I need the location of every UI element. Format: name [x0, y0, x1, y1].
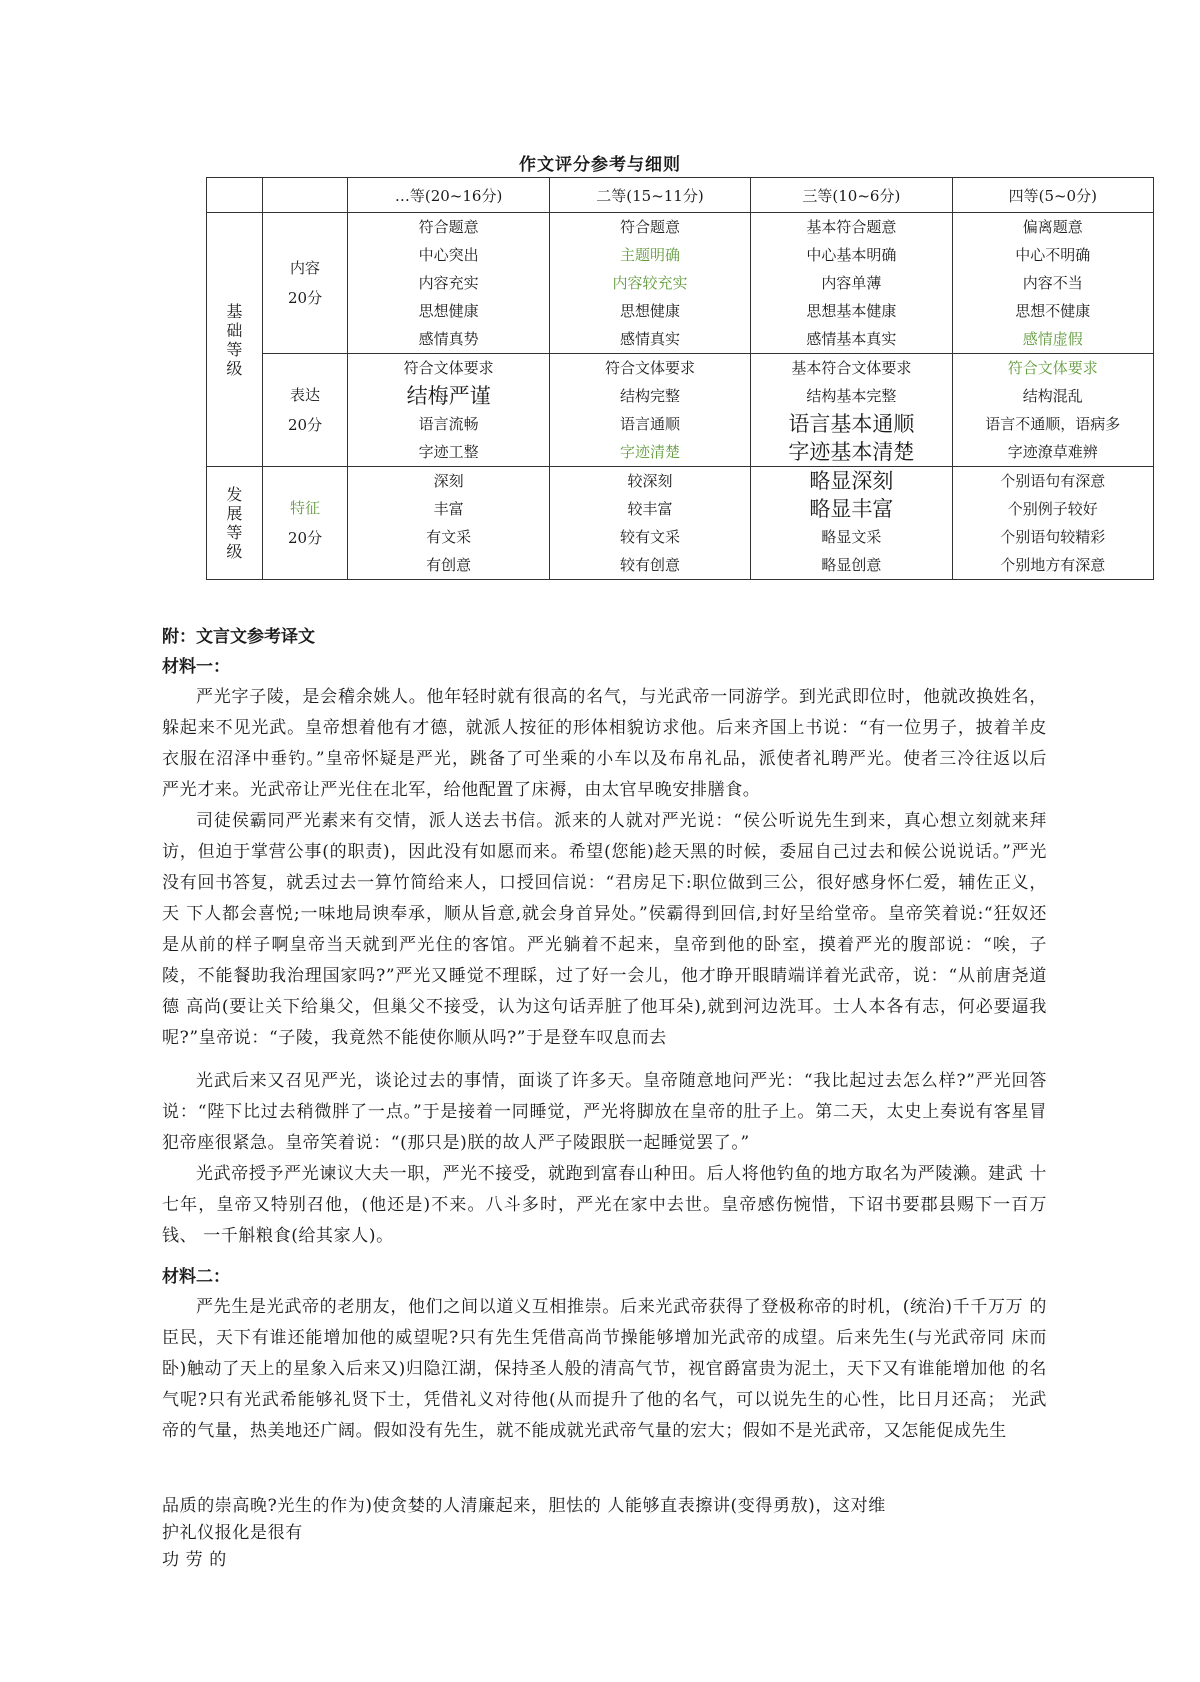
level-group-char: 等 — [226, 339, 243, 359]
rubric-line: 符合文体要求 — [1007, 359, 1098, 377]
criterion-name: 表达 — [290, 386, 321, 404]
criterion-label — [262, 213, 348, 354]
level-group-char: 础 — [226, 320, 243, 340]
level-group-label — [207, 213, 263, 467]
header-blank-cell — [262, 178, 348, 213]
rubric-line: 个别语句有深意 — [1000, 472, 1106, 490]
header-blank-cell — [207, 178, 263, 213]
material1-heading: 材料一： — [162, 657, 230, 677]
rubric-line: 略显丰富 — [809, 497, 894, 521]
rubric-cell — [751, 467, 952, 580]
material2-heading: 材料二： — [162, 1267, 230, 1287]
rubric-cell — [549, 213, 750, 354]
rubric-line: 结梅严谨 — [406, 384, 491, 408]
translation-section — [162, 622, 1047, 1574]
grade-header: 三等(10~6分) — [751, 178, 952, 213]
criterion-score: 20分 — [288, 529, 323, 547]
rubric-line: 思想不健康 — [1015, 302, 1091, 320]
rubric-cell — [751, 354, 952, 467]
rubric-line: 个别地方有深意 — [1000, 556, 1106, 574]
material2-paragraph: 严先生是光武帝的老朋友，他们之间以道义互相推崇。后来光武帝获得了登极称帝的时机，(统治)千千万万 的臣民，天下有谁还能增加他的威望呢?只有先生凭借高尚节操能够增加光武帝的成望。后来先生(与光武帝同 床而卧)触动了天上的星象入后来又)归隐江湖，保持圣人般的清高气节，视官爵富贵为泥土，天下又有谁能增加他 的名气呢?只有光武希能够礼贤下士，凭借礼义对待他(从而提升了他的名气，可以说先生的心性，比日月还高； 光武帝的气量，热美地还广阔。假如没有先生，就不能成就光武帝气量的宏大；假如不是光武帝，又怎能促成先生 — [162, 1297, 1047, 1441]
rubric-line: 感情基本真实 — [806, 330, 897, 348]
rubric-line: 较丰富 — [627, 500, 673, 518]
level-group-char: 级 — [226, 358, 243, 378]
rubric-line: 偏离题意 — [1022, 218, 1083, 236]
rubric-line: 字迹清楚 — [619, 443, 680, 461]
material1-paragraph: 光武帝授予严光谏议大夫一职，严光不接受，就跑到富春山种田。后人将他钓鱼的地方取名为严陵濑。建武 十七年，皇帝又特别召他，(他还是)不来。八斗多时，严光在家中去世。皇帝感伤惋惜，下诏书要郡县赐下一百万 钱、 一千斛粮食(给其家人)。 — [162, 1164, 1047, 1246]
rubric-line: 略显文采 — [821, 528, 882, 546]
rubric-line: 内容较充实 — [612, 274, 688, 292]
rubric-line: 感情虚假 — [1022, 330, 1083, 348]
rubric-line: 内容单薄 — [821, 274, 882, 292]
level-group-char: 等 — [226, 523, 243, 542]
rubric-line: 字迹工整 — [418, 443, 479, 461]
rubric-line: 思想健康 — [619, 302, 680, 320]
rubric-cell — [348, 213, 549, 354]
rubric-line: 感情真势 — [418, 330, 479, 348]
rubric-cell — [952, 467, 1153, 580]
criterion-label — [262, 467, 348, 580]
rubric-line: 较有创意 — [619, 556, 680, 574]
rubric-line: 语言基本通顺 — [788, 412, 915, 436]
rubric-cell — [952, 354, 1153, 467]
material2-tail-line: 功 劳 的 — [162, 1550, 227, 1570]
rubric-line: 有创意 — [426, 556, 472, 574]
criterion-score: 20分 — [288, 289, 323, 307]
rubric-line: 中心突出 — [418, 246, 479, 264]
level-group-char: 发 — [226, 485, 243, 504]
rubric-line: 中心基本明确 — [806, 246, 897, 264]
rubric-line: 符合文体要求 — [604, 359, 695, 377]
rubric-cell — [348, 354, 549, 467]
rubric-table — [206, 177, 1154, 580]
rubric-line: 略显深刻 — [809, 469, 894, 493]
grade-header: 二等(15~11分) — [549, 178, 750, 213]
level-group-char: 级 — [226, 542, 243, 561]
rubric-line: 语言通顺 — [619, 415, 680, 433]
rubric-line: 字迹基本清楚 — [788, 440, 915, 464]
rubric-line: 结构基本完整 — [806, 387, 897, 405]
rubric-line: 略显创意 — [821, 556, 882, 574]
rubric-line: 思想基本健康 — [806, 302, 897, 320]
rubric-cell — [348, 467, 549, 580]
rubric-cell — [549, 467, 750, 580]
appendix-heading: 附：文言文参考译文 — [162, 627, 315, 647]
level-group-char: 展 — [226, 504, 243, 523]
level-group-label — [207, 467, 263, 580]
criterion-score: 20分 — [288, 416, 323, 434]
rubric-line: 较深刻 — [627, 472, 673, 490]
criterion-name: 内容 — [290, 259, 321, 277]
rubric-line: 较有文采 — [619, 528, 680, 546]
rubric-cell — [751, 213, 952, 354]
rubric-line: 中心不明确 — [1015, 246, 1091, 264]
rubric-line: 主题明确 — [619, 246, 680, 264]
material1-paragraph: 光武后来又召见严光，谈论过去的事情，面谈了许多天。皇帝随意地问严光：“我比起过去怎么样?”严光回答 说：“陛下比过去稍微胖了一点。”于是接着一同睡觉，严光将脚放在皇帝的肚子上。第二天，太史上奏说有客星冒 犯帝座很紧急。皇帝笑着说：“(那只是)朕的故人严子陵跟朕一起睡觉罢了。” — [162, 1071, 1047, 1153]
rubric-line: 结构完整 — [619, 387, 680, 405]
rubric-line: 符合文体要求 — [403, 359, 494, 377]
criterion-label — [262, 354, 348, 467]
rubric-line: 内容不当 — [1022, 274, 1083, 292]
rubric-line: 感情真实 — [619, 330, 680, 348]
grade-header: 四等(5~0分) — [952, 178, 1153, 213]
rubric-line: 符合题意 — [418, 218, 479, 236]
rubric-title: 作文评分参考与细则 — [519, 155, 681, 175]
criterion-name: 特征 — [290, 499, 321, 517]
rubric-line: 语言不通顺，语病多 — [985, 415, 1121, 433]
material1-paragraph: 严光字子陵，是会稽余姚人。他年轻时就有很高的名气，与光武帝一同游学。到光武即位时，他就改换姓名， 躲起来不见光武。皇帝想着他有才德，就派人按征的形体相貌访求他。后来齐国上书说：“有一位男子，披着羊皮 衣服在沼泽中垂钓。”皇帝怀疑是严光，跳备了可坐乘的小车以及布帛礼品，派使者礼聘严光。使者三冷往返以后 严光才来。光武帝让严光住在北军，给他配置了床褥，由太官早晚安排膳食。 — [162, 687, 1047, 800]
rubric-cell — [549, 354, 750, 467]
rubric-line: 个别语句较精彩 — [1000, 528, 1106, 546]
rubric-line: 个别例子较好 — [1007, 500, 1098, 518]
rubric-line: 基本符合题意 — [806, 218, 897, 236]
material2-tail-line: 品质的崇高晚?光生的作为)使贪婪的人清廉起来，胆怯的 人能够直表擦讲(变得勇敖)，这对维 — [162, 1496, 886, 1516]
rubric-cell — [952, 213, 1153, 354]
rubric-line: 有文采 — [426, 528, 472, 546]
rubric-line: 符合题意 — [619, 218, 680, 236]
material1-paragraph: 司徒侯霸同严光素来有交情，派人送去书信。派来的人就对严光说：“侯公听说先生到来，真心想立刻就来拜 访，但迫于掌营公事(的职责)，因此没有如愿而来。希望(您能)趁天黑的时候，委屈自己过去和候公说说话。”严光 没有回书答复，就丢过去一算竹简给来人，口授回信说：“君房足下:职位做到三公，很好感身怀仁爱，辅佐正义，天 下人都会喜悦;一味地局谀奉承，顺从旨意,就会身首异处。”侯霸得到回信,封好呈给堂帝。皇帝笑着说:“狂奴还 是从前的样子啊皇帝当天就到严光住的客馆。严光躺着不起来，皇帝到他的卧室，摸着严光的腹部说：“唉，子 陵，不能餐助我治理国家吗?”严光又睡觉不理睬，过了好一会儿，他才睁开眼睛端详着光武帝，说：“从前唐尧道德 高尚(要让关下给巢父，但巢父不接受，认为这句话弄脏了他耳朵),就到河边洗耳。士人本各有志，何必要逼我 呢?”皇帝说：“子陵，我竟然不能使你顺从吗?”于是登车叹息而去 — [162, 811, 1047, 1048]
grade-header: …等(20~16分) — [348, 178, 549, 213]
rubric-line: 丰富 — [433, 500, 464, 518]
material2-tail-line: 护礼仪报化是很有 — [162, 1523, 303, 1543]
rubric-line: 内容充实 — [418, 274, 479, 292]
rubric-line: 语言流畅 — [418, 415, 479, 433]
rubric-line: 基本符合文体要求 — [791, 359, 912, 377]
rubric-line: 深刻 — [433, 472, 464, 490]
rubric-line: 字迹潦草难辨 — [1007, 443, 1098, 461]
level-group-char: 基 — [226, 301, 243, 321]
rubric-line: 结构混乱 — [1022, 387, 1083, 405]
rubric-line: 思想健康 — [418, 302, 479, 320]
